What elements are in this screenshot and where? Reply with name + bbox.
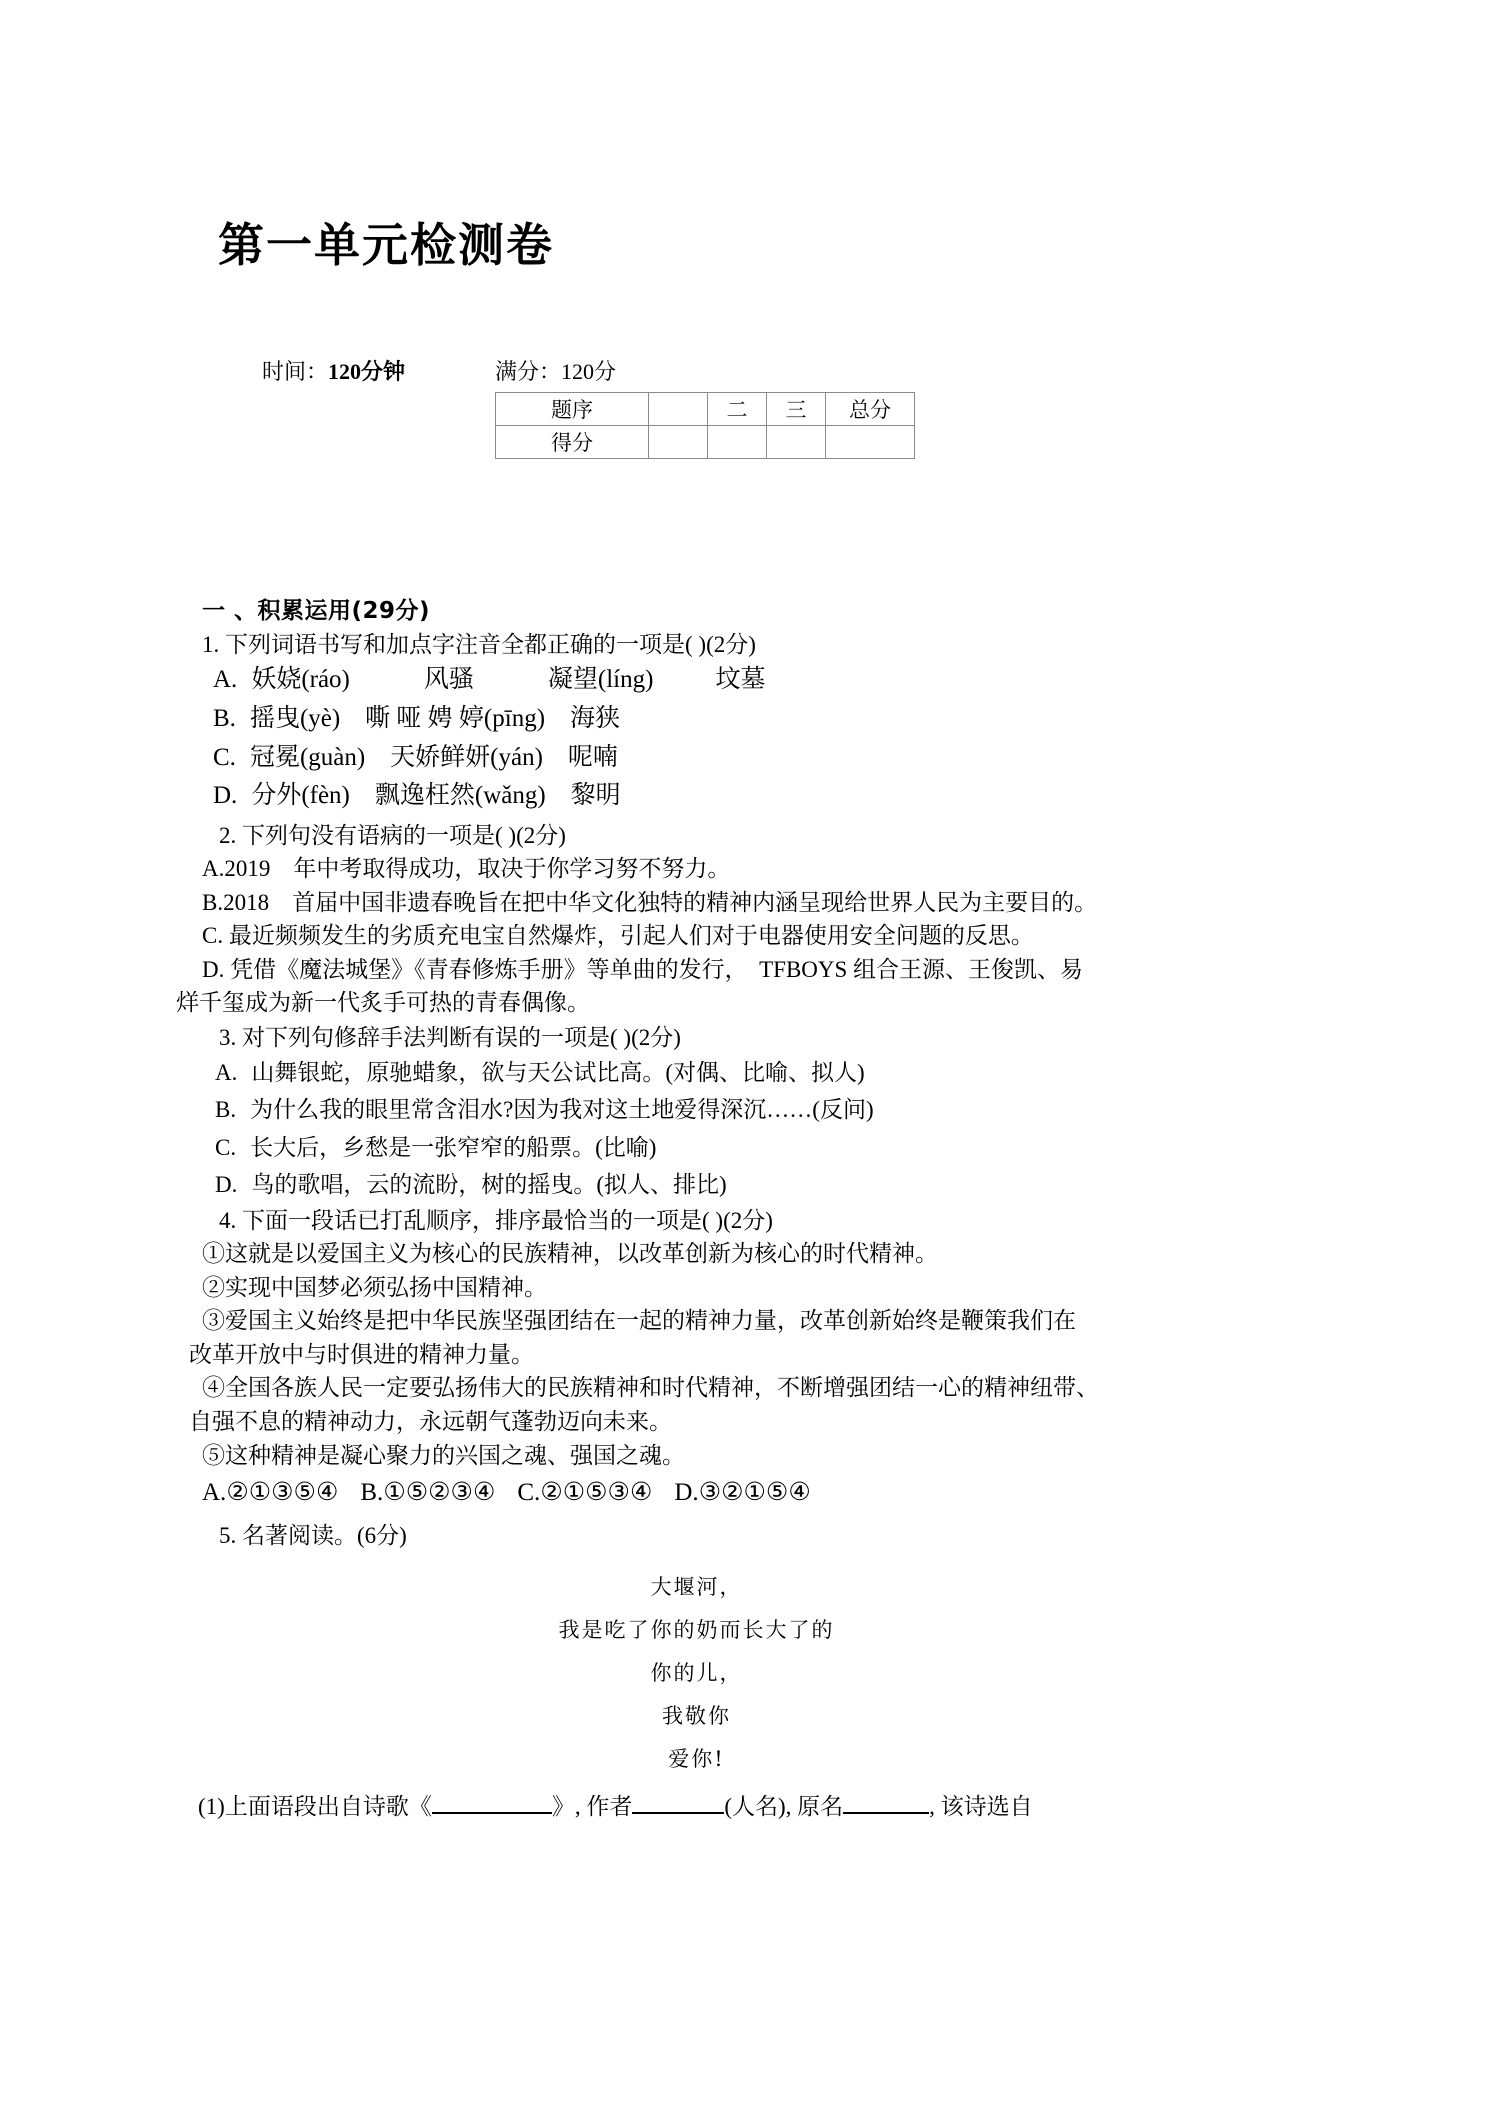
question-5-sub-1 bbox=[198, 1791, 1324, 1823]
question-4 bbox=[189, 1207, 1324, 1510]
question-4-answer-options bbox=[202, 1476, 1324, 1510]
question-4-option-a[interactable] bbox=[202, 1479, 338, 1506]
question-3-option-d[interactable] bbox=[215, 1166, 1324, 1203]
question-1-option-b[interactable] bbox=[213, 700, 1324, 739]
option-text: ①⑤②③④ bbox=[383, 1479, 496, 1507]
question-5 bbox=[189, 1520, 1324, 1824]
question-4-option-c[interactable] bbox=[517, 1479, 652, 1506]
option-letter: B. bbox=[215, 1097, 237, 1123]
question-3-option-c[interactable] bbox=[215, 1129, 1324, 1166]
question-4-option-d[interactable] bbox=[674, 1479, 810, 1506]
question-3-stem: 3. 对下列句修辞手法判断有误的一项是( )(2分) bbox=[219, 1024, 681, 1050]
question-2-option-c[interactable]: C. 最近频频发生的劣质充电宝自然爆炸，引起人们对于电器使用安全问题的反思。 bbox=[202, 923, 1034, 949]
option-text: 冠冕(guàn) 天娇鲜妍(yán) 呢喃 bbox=[249, 743, 618, 771]
fill-mid-2: (人名), 原名 bbox=[724, 1794, 844, 1820]
question-4-item-3-cont: 改革开放中与时俱进的精神力量。 bbox=[189, 1341, 534, 1367]
score-cell-3[interactable] bbox=[767, 426, 826, 459]
question-4-item-5: ⑤这种精神是凝心聚力的兴国之魂、强国之魂。 bbox=[202, 1442, 685, 1468]
score-cell-1[interactable] bbox=[649, 426, 708, 459]
option-text: 为什么我的眼里常含泪水?因为我对这土地爱得深沉……(反问) bbox=[250, 1097, 874, 1123]
fill-tail: , 该诗选自 bbox=[929, 1794, 1033, 1820]
question-4-option-b[interactable] bbox=[360, 1479, 495, 1506]
question-4-stem: 4. 下面一段话已打乱顺序，排序最恰当的一项是( )(2分) bbox=[219, 1208, 773, 1234]
option-letter: A. bbox=[213, 666, 238, 694]
question-1 bbox=[189, 631, 1324, 816]
blank-author-name[interactable] bbox=[632, 1792, 724, 1814]
cell-section-total[interactable]: 总分 bbox=[826, 393, 915, 426]
exam-body bbox=[176, 592, 1324, 1823]
question-1-option-a[interactable] bbox=[213, 661, 1324, 700]
option-letter: D. bbox=[213, 782, 238, 810]
section-heading-accumulation: 一 、积累运用(29分) bbox=[202, 598, 431, 624]
option-text: ③②①⑤④ bbox=[698, 1479, 811, 1507]
option-text: ②①⑤③④ bbox=[540, 1479, 653, 1507]
full-score bbox=[495, 355, 616, 386]
cell-section-2[interactable]: 二 bbox=[708, 393, 767, 426]
option-part-3: 凝望(líng) bbox=[547, 666, 654, 694]
row-header-score: 得分 bbox=[496, 426, 649, 459]
question-2-option-b[interactable]: B.2018 首届中国非遗春晚旨在把中华文化独特的精神内涵呈现给世界人民为主要目的。 bbox=[202, 889, 1098, 915]
poem-line-5: 爱你! bbox=[668, 1747, 725, 1772]
question-2 bbox=[176, 822, 1324, 1020]
blank-original-name[interactable] bbox=[843, 1792, 929, 1814]
option-text: 长大后，乡愁是一张窄窄的船票。(比喻) bbox=[250, 1134, 657, 1160]
question-1-option-c[interactable] bbox=[213, 739, 1324, 778]
option-letter: A. bbox=[202, 1479, 227, 1507]
question-3-option-a[interactable] bbox=[215, 1054, 1324, 1091]
question-2-option-d[interactable]: D. 凭借《魔法城堡》《青春修炼手册》等单曲的发行， TFBOYS 组合王源、王俊凯、易 bbox=[202, 956, 1084, 982]
option-letter: D. bbox=[215, 1171, 238, 1197]
question-3 bbox=[189, 1024, 1324, 1203]
duration-label: 时间： bbox=[262, 359, 329, 384]
question-4-item-4-cont: 自强不息的精神动力，永远朝气蓬勃迈向未来。 bbox=[189, 1408, 672, 1434]
question-3-option-b[interactable] bbox=[215, 1091, 1324, 1128]
option-text: ②①③⑤④ bbox=[226, 1479, 339, 1507]
blank-poem-title[interactable] bbox=[432, 1792, 552, 1814]
full-score-value: 120分 bbox=[561, 359, 617, 384]
option-text: 分外(fèn) 飘逸枉然(wǎng) 黎明 bbox=[251, 782, 621, 810]
score-cell-2[interactable] bbox=[708, 426, 767, 459]
exam-duration bbox=[262, 355, 405, 386]
score-cell-total[interactable] bbox=[826, 426, 915, 459]
question-2-option-d-cont: 烊千玺成为新一代炙手可热的青春偶像。 bbox=[176, 990, 590, 1016]
row-header-question-no: 题序 bbox=[496, 393, 649, 426]
option-letter: B. bbox=[213, 704, 236, 732]
option-letter: D. bbox=[674, 1479, 699, 1507]
duration-value: 120分钟 bbox=[328, 359, 406, 384]
option-part-1: 妖娆(ráo) bbox=[251, 666, 350, 694]
poem-line-2: 我是吃了你的奶而长大了的 bbox=[558, 1618, 835, 1643]
poem-line-3: 你的儿， bbox=[650, 1661, 743, 1686]
question-5-stem: 5. 名著阅读。(6分) bbox=[219, 1522, 407, 1548]
table-row bbox=[496, 426, 915, 459]
question-1-stem: 1. 下列词语书写和加点字注音全都正确的一项是( )(2分) bbox=[202, 632, 756, 657]
option-text: 摇曳(yè) 嘶 哑 娉 婷(pīng) 海狭 bbox=[249, 704, 621, 732]
option-letter: B. bbox=[360, 1479, 384, 1507]
table-row bbox=[496, 393, 915, 426]
question-4-item-2: ②实现中国梦必须弘扬中国精神。 bbox=[202, 1274, 547, 1300]
question-2-stem: 2. 下列句没有语病的一项是( )(2分) bbox=[219, 823, 566, 849]
question-4-item-1: ①这就是以爱国主义为核心的民族精神，以改革创新为核心的时代精神。 bbox=[202, 1241, 938, 1267]
question-4-item-4: ④全国各族人民一定要弘扬伟大的民族精神和时代精神，不断增强团结一心的精神纽带、 bbox=[202, 1375, 1099, 1401]
option-part-2: 风骚 bbox=[423, 666, 474, 694]
fill-mid-1: 》, 作者 bbox=[551, 1794, 633, 1820]
score-table bbox=[495, 392, 915, 459]
option-text: 鸟的歌唱，云的流盼，树的摇曳。(拟人、排比) bbox=[251, 1171, 727, 1197]
page-title: 第一单元检测卷 bbox=[218, 218, 554, 272]
option-text: 山舞银蛇，原驰蜡象，欲与天公试比高。(对偶、比喻、拟人) bbox=[251, 1060, 865, 1086]
fill-prefix: (1)上面语段出自诗歌《 bbox=[198, 1794, 432, 1820]
cell-section-1[interactable] bbox=[649, 393, 708, 426]
poem-excerpt bbox=[189, 1566, 1324, 1781]
option-letter: C. bbox=[213, 743, 236, 771]
question-1-option-d[interactable] bbox=[213, 777, 1324, 816]
poem-line-1: 大堰河， bbox=[650, 1575, 743, 1600]
full-score-label: 满分： bbox=[495, 359, 562, 384]
poem-line-4: 我敬你 bbox=[662, 1704, 731, 1729]
option-letter: C. bbox=[517, 1479, 541, 1507]
question-4-item-3: ③爱国主义始终是把中华民族坚强团结在一起的精神力量，改革创新始终是鞭策我们在 bbox=[202, 1308, 1076, 1334]
option-letter: C. bbox=[215, 1134, 237, 1160]
option-letter: A. bbox=[215, 1060, 238, 1086]
option-part-4: 坟墓 bbox=[715, 666, 766, 694]
question-2-option-a[interactable]: A.2019 年中考取得成功，取决于你学习努不努力。 bbox=[202, 856, 731, 882]
cell-section-3[interactable]: 三 bbox=[767, 393, 826, 426]
